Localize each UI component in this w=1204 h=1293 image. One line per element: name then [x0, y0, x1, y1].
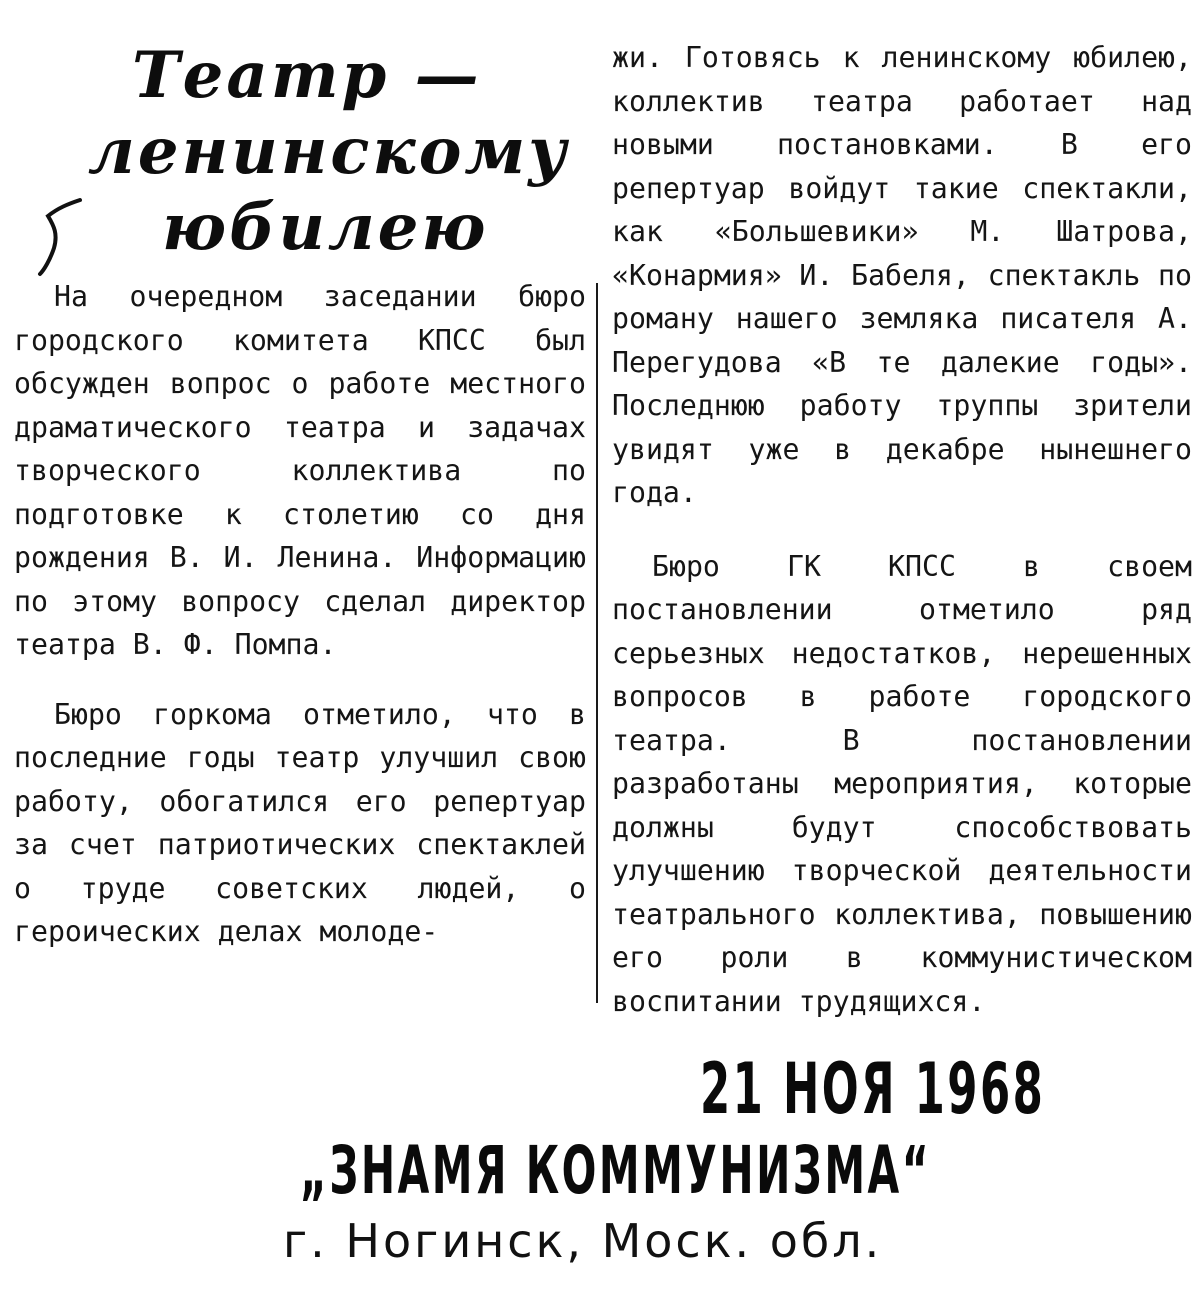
headline-line-2: ленинскому [88, 114, 570, 189]
article-left-column [14, 275, 586, 954]
column-divider [596, 283, 598, 1003]
article-paragraph: На очередном заседании бюро городского комитета КПСС был обсужден вопрос о работе местного драматического театра и задачах творческого коллектива по подготовке к столетию со дня рождения В. И. Ленина. Информацию по этому вопросу сделал директор театра В. Ф. Помпа. [14, 280, 586, 661]
article-paragraph: жи. Готовясь к ленинскому юбилею, коллектив театра работает над новыми постановками. В его репертуар войдут такие спектакли, как «Большевики» М. Шатрова, «Конармия» И. Бабеля, спектакль по роману нашего земляка писателя А. Перегудова «В те далекие годы». Последнюю работу труппы зрители увидят уже в декабре нынешнего года. [612, 41, 1192, 509]
article-right-column [612, 36, 1192, 1023]
newspaper-name-stamp: „ЗНАМЯ КОММУНИЗМА“ [300, 1132, 932, 1209]
article-paragraph: Бюро ГК КПСС в своем постановлении отметило ряд серьезных недостатков, нерешенных вопросов в работе городского театра. В постановлении разработаны мероприятия, которые должны будут способствовать улучшению творческой деятельности театрального коллектива, повышению его роли в коммунистическом воспитании трудящихся. [612, 549, 1192, 1018]
headline-line-3: юбилею [162, 190, 489, 265]
newspaper-place-stamp: г. Ногинск, Моск. обл. [283, 1214, 883, 1268]
headline [60, 38, 580, 266]
handwritten-margin-mark [28, 186, 98, 282]
date-stamp: 21 НОЯ 1968 [700, 1048, 1046, 1130]
article-paragraph: Бюро горкома отметило, что в последние годы театр улучшил свою работу, обогатился его репертуар за счет патриотических спектаклей о труде советских людей, о героических делах молоде- [14, 697, 586, 948]
headline-line-1: Театр — [132, 38, 482, 113]
